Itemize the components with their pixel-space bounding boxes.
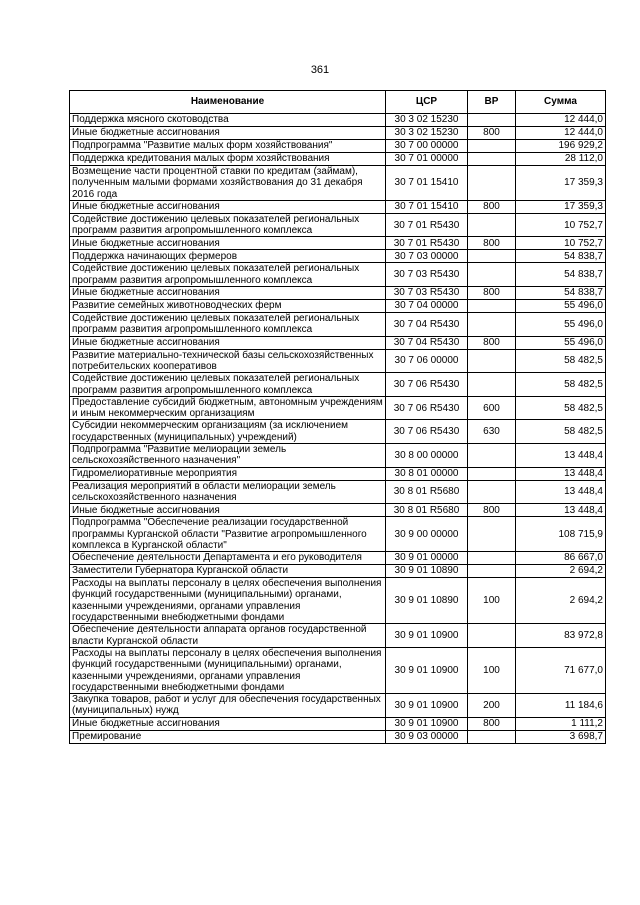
cell-name: Гидромелиоративные мероприятия [70, 467, 386, 480]
cell-vr: 800 [468, 200, 516, 213]
table-row [70, 420, 606, 444]
cell-csr: 30 7 01 15410 [386, 166, 468, 201]
cell-csr: 30 7 06 R5430 [386, 396, 468, 420]
table-row [70, 467, 606, 480]
cell-name: Содействие достижению целевых показателей региональных программ развития агропромышленного комплекса [70, 213, 386, 237]
table-row [70, 237, 606, 250]
cell-csr: 30 3 02 15230 [386, 114, 468, 127]
cell-vr: 800 [468, 336, 516, 349]
cell-vr [468, 517, 516, 552]
cell-vr [468, 313, 516, 337]
cell-vr [468, 114, 516, 127]
cell-name: Иные бюджетные ассигнования [70, 200, 386, 213]
cell-csr: 30 8 01 R5680 [386, 480, 468, 504]
cell-name: Подпрограмма "Обеспечение реализации государственной программы Курганской области "Развитие агропромышленного комплекса в Курганской области" [70, 517, 386, 552]
cell-csr: 30 8 01 R5680 [386, 504, 468, 517]
cell-name: Содействие достижению целевых показателей региональных программ развития агропромышленного комплекса [70, 373, 386, 397]
cell-sum: 108 715,9 [516, 517, 606, 552]
cell-name: Поддержка мясного скотоводства [70, 114, 386, 127]
cell-csr: 30 7 01 R5430 [386, 213, 468, 237]
cell-name: Развитие материально-технической базы сельскохозяйственных потребительских кооперативов [70, 349, 386, 373]
cell-csr: 30 9 01 10890 [386, 578, 468, 624]
cell-vr: 800 [468, 504, 516, 517]
column-header-vr: ВР [468, 91, 516, 114]
cell-csr: 30 7 04 R5430 [386, 313, 468, 337]
table-row [70, 717, 606, 730]
table-row [70, 444, 606, 468]
table-row [70, 565, 606, 578]
table-row [70, 200, 606, 213]
table-row [70, 140, 606, 153]
cell-vr [468, 349, 516, 373]
cell-name: Обеспечение деятельности аппарата органов государственной власти Курганской области [70, 624, 386, 648]
cell-sum: 196 929,2 [516, 140, 606, 153]
cell-csr: 30 7 04 R5430 [386, 336, 468, 349]
cell-sum: 17 359,3 [516, 200, 606, 213]
table-row [70, 114, 606, 127]
cell-vr [468, 213, 516, 237]
cell-sum: 58 482,5 [516, 373, 606, 397]
table-row [70, 396, 606, 420]
cell-csr: 30 8 01 00000 [386, 467, 468, 480]
cell-sum: 55 496,0 [516, 313, 606, 337]
table-row [70, 730, 606, 743]
cell-name: Предоставление субсидий бюджетным, автономным учреждениям и иным некоммерческим организациям [70, 396, 386, 420]
cell-vr [468, 444, 516, 468]
cell-sum: 54 838,7 [516, 250, 606, 263]
cell-vr: 600 [468, 396, 516, 420]
table-row [70, 153, 606, 166]
cell-vr [468, 730, 516, 743]
table-row [70, 250, 606, 263]
table-row [70, 647, 606, 693]
cell-name: Иные бюджетные ассигнования [70, 287, 386, 300]
cell-vr [468, 552, 516, 565]
cell-name: Реализация мероприятий в области мелиорации земель сельскохозяйственного назначения [70, 480, 386, 504]
cell-sum: 2 694,2 [516, 578, 606, 624]
cell-name: Содействие достижению целевых показателей региональных программ развития агропромышленного комплекса [70, 313, 386, 337]
column-header-csr: ЦСР [386, 91, 468, 114]
cell-sum: 58 482,5 [516, 349, 606, 373]
cell-sum: 58 482,5 [516, 396, 606, 420]
cell-sum: 13 448,4 [516, 444, 606, 468]
cell-vr [468, 250, 516, 263]
cell-csr: 30 9 01 00000 [386, 552, 468, 565]
cell-csr: 30 9 03 00000 [386, 730, 468, 743]
cell-csr: 30 7 06 R5430 [386, 420, 468, 444]
cell-vr [468, 480, 516, 504]
cell-sum: 2 694,2 [516, 565, 606, 578]
cell-name: Возмещение части процентной ставки по кредитам (займам), полученным малыми формами хозяйствования до 31 декабря 2016 года [70, 166, 386, 201]
cell-name: Обеспечение деятельности Департамента и его руководителя [70, 552, 386, 565]
table-body [70, 114, 606, 744]
cell-vr: 800 [468, 717, 516, 730]
cell-csr: 30 9 01 10900 [386, 717, 468, 730]
cell-vr: 100 [468, 647, 516, 693]
cell-sum: 86 667,0 [516, 552, 606, 565]
table-row [70, 127, 606, 140]
cell-sum: 83 972,8 [516, 624, 606, 648]
cell-csr: 30 9 01 10900 [386, 624, 468, 648]
cell-name: Заместители Губернатора Курганской области [70, 565, 386, 578]
cell-sum: 54 838,7 [516, 263, 606, 287]
cell-sum: 17 359,3 [516, 166, 606, 201]
cell-vr: 630 [468, 420, 516, 444]
cell-csr: 30 7 00 00000 [386, 140, 468, 153]
cell-sum: 3 698,7 [516, 730, 606, 743]
cell-name: Расходы на выплаты персоналу в целях обеспечения выполнения функций государственными (муниципальными) органами, казенными учреждениями, органами управления государственными внебюджетными фондами [70, 647, 386, 693]
cell-vr: 800 [468, 237, 516, 250]
cell-csr: 30 9 00 00000 [386, 517, 468, 552]
table-row [70, 263, 606, 287]
cell-csr: 30 7 01 15410 [386, 200, 468, 213]
cell-name: Иные бюджетные ассигнования [70, 336, 386, 349]
cell-sum: 11 184,6 [516, 694, 606, 718]
cell-csr: 30 7 06 00000 [386, 349, 468, 373]
cell-sum: 13 448,4 [516, 467, 606, 480]
cell-sum: 55 496,0 [516, 336, 606, 349]
cell-csr: 30 9 01 10890 [386, 565, 468, 578]
cell-vr [468, 300, 516, 313]
cell-csr: 30 8 00 00000 [386, 444, 468, 468]
cell-name: Подпрограмма "Развитие малых форм хозяйствования" [70, 140, 386, 153]
cell-name: Закупка товаров, работ и услуг для обеспечения государственных (муниципальных) нужд [70, 694, 386, 718]
table-row [70, 504, 606, 517]
cell-sum: 13 448,4 [516, 480, 606, 504]
cell-vr: 800 [468, 127, 516, 140]
table-row [70, 517, 606, 552]
cell-csr: 30 7 01 00000 [386, 153, 468, 166]
cell-csr: 30 9 01 10900 [386, 694, 468, 718]
budget-table [69, 90, 606, 744]
table-row [70, 287, 606, 300]
table-row [70, 166, 606, 201]
cell-name: Иные бюджетные ассигнования [70, 127, 386, 140]
table-row [70, 552, 606, 565]
cell-sum: 55 496,0 [516, 300, 606, 313]
table-row [70, 373, 606, 397]
cell-name: Премирование [70, 730, 386, 743]
cell-vr [468, 565, 516, 578]
table-row [70, 480, 606, 504]
table-row [70, 578, 606, 624]
cell-csr: 30 7 03 R5430 [386, 287, 468, 300]
cell-sum: 12 444,0 [516, 114, 606, 127]
cell-sum: 10 752,7 [516, 237, 606, 250]
cell-vr [468, 166, 516, 201]
cell-name: Содействие достижению целевых показателей региональных программ развития агропромышленного комплекса [70, 263, 386, 287]
cell-name: Поддержка кредитования малых форм хозяйствования [70, 153, 386, 166]
cell-csr: 30 7 06 R5430 [386, 373, 468, 397]
cell-vr [468, 373, 516, 397]
cell-csr: 30 7 03 R5430 [386, 263, 468, 287]
cell-sum: 54 838,7 [516, 287, 606, 300]
cell-vr: 800 [468, 287, 516, 300]
cell-csr: 30 3 02 15230 [386, 127, 468, 140]
table-row [70, 624, 606, 648]
column-header-sum: Сумма [516, 91, 606, 114]
cell-name: Иные бюджетные ассигнования [70, 717, 386, 730]
cell-name: Подпрограмма "Развитие мелиорации земель сельскохозяйственного назначения" [70, 444, 386, 468]
table-row [70, 349, 606, 373]
cell-name: Субсидии некоммерческим организациям (за исключением государственных (муниципальных) учреждений) [70, 420, 386, 444]
header-row [70, 91, 606, 114]
table-row [70, 313, 606, 337]
cell-vr [468, 263, 516, 287]
cell-csr: 30 7 03 00000 [386, 250, 468, 263]
cell-csr: 30 9 01 10900 [386, 647, 468, 693]
cell-vr [468, 624, 516, 648]
cell-sum: 12 444,0 [516, 127, 606, 140]
table-row [70, 300, 606, 313]
cell-vr [468, 153, 516, 166]
cell-sum: 28 112,0 [516, 153, 606, 166]
cell-vr: 100 [468, 578, 516, 624]
cell-vr [468, 140, 516, 153]
table-row [70, 694, 606, 718]
cell-name: Расходы на выплаты персоналу в целях обеспечения выполнения функций государственными (муниципальными) органами, казенными учреждениями, органами управления государственными внебюджетными фондами [70, 578, 386, 624]
column-header-name: Наименование [70, 91, 386, 114]
cell-csr: 30 7 01 R5430 [386, 237, 468, 250]
cell-name: Иные бюджетные ассигнования [70, 504, 386, 517]
cell-vr [468, 467, 516, 480]
table-row [70, 213, 606, 237]
cell-csr: 30 7 04 00000 [386, 300, 468, 313]
cell-name: Развитие семейных животноводческих ферм [70, 300, 386, 313]
cell-name: Иные бюджетные ассигнования [70, 237, 386, 250]
cell-name: Поддержка начинающих фермеров [70, 250, 386, 263]
cell-vr: 200 [468, 694, 516, 718]
cell-sum: 71 677,0 [516, 647, 606, 693]
table-row [70, 336, 606, 349]
cell-sum: 1 111,2 [516, 717, 606, 730]
page-number: 361 [310, 64, 330, 76]
cell-sum: 10 752,7 [516, 213, 606, 237]
cell-sum: 58 482,5 [516, 420, 606, 444]
cell-sum: 13 448,4 [516, 504, 606, 517]
